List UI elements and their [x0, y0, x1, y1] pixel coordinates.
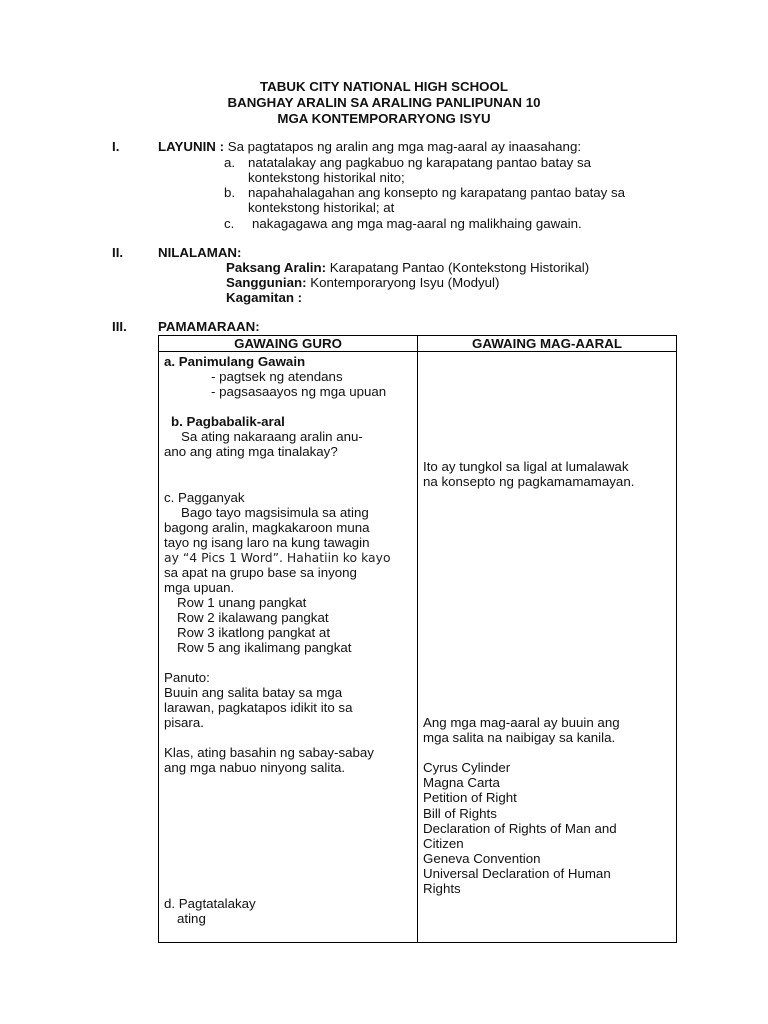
sanggunian-value: Kontemporaryong Isyu (Modyul): [306, 275, 500, 290]
subject-title: MGA KONTEMPORARYONG ISYU: [277, 111, 491, 126]
layunin-item-text: natatalakay ang pagkabuo ng karapatang pantao batay sa: [248, 155, 592, 170]
layunin-item-marker: a.: [224, 155, 236, 170]
layunin-intro: Sa pagtatapos ng aralin ang mga mag-aaral ay inaasahang:: [224, 139, 582, 154]
paragraph-line: Klas, ating basahin ng sabay-sabay: [164, 745, 374, 760]
column-header-mag-aaral: GAWAING MAG-AARAL: [418, 336, 677, 352]
row-assignment: Row 1 unang pangkat: [177, 595, 307, 610]
paragraph-line: pisara.: [164, 715, 204, 730]
paragraph-line: Sa ating nakaraang aralin anu-: [181, 429, 363, 444]
sanggunian-label: Sanggunian:: [226, 275, 307, 290]
row-assignment: Row 2 ikalawang pangkat: [177, 610, 329, 625]
word-item: Magna Carta: [423, 775, 500, 790]
panimulang-gawain-title: a. Panimulang Gawain: [164, 354, 306, 369]
paksang-aralin-label: Paksang Aralin:: [226, 260, 327, 275]
student-response: Ang mga mag-aaral ay buuin ang: [423, 715, 620, 730]
pamamaraan-label: PAMAMARAAN:: [158, 319, 260, 334]
layunin-heading: [158, 139, 581, 155]
layunin-item-marker: b.: [224, 185, 236, 200]
word-item: Universal Declaration of Human: [423, 866, 611, 881]
word-item: Petition of Right: [423, 790, 517, 805]
paksang-aralin: [226, 260, 589, 276]
layunin-item-text: nakagagawa ang mga mag-aaral ng malikhaing gawain.: [252, 216, 582, 231]
list-item: - pagsasaayos ng mga upuan: [211, 384, 387, 399]
paragraph-line: ay “4 Pics 1 Word”. Hahatiin ko kayo: [164, 550, 391, 565]
row-assignment: Row 5 ang ikalimang pangkat: [177, 640, 352, 655]
plan-title: BANGHAY ARALIN SA ARALING PANLIPUNAN 10: [227, 95, 541, 110]
guro-cell: [159, 352, 418, 943]
word-item: Cyrus Cylinder: [423, 760, 511, 775]
student-response: na konsepto ng pagkamamamayan.: [423, 474, 635, 489]
paragraph-line: ating: [177, 911, 206, 926]
section-numeral-2: II.: [112, 245, 124, 260]
section-numeral-3: III.: [112, 319, 127, 334]
paragraph-line: Bago tayo magsisimula sa ating: [181, 505, 369, 520]
paragraph-line: ang mga nabuo ninyong salita.: [164, 760, 346, 775]
pagbabalik-aral-title: b. Pagbabalik-aral: [171, 414, 285, 429]
student-response: mga salita na naibigay sa kanila.: [423, 730, 616, 745]
word-item: Citizen: [423, 836, 464, 851]
paragraph-line: larawan, pagkatapos idikit ito sa: [164, 700, 353, 715]
nilalaman-label: NILALAMAN:: [158, 245, 242, 260]
paragraph-line: bagong aralin, magkakaroon muna: [164, 520, 370, 535]
mag-aaral-cell: [418, 352, 677, 943]
pagganyak-title: c. Pagganyak: [164, 490, 245, 505]
paragraph-line: mga upuan.: [164, 580, 235, 595]
layunin-item-marker: c.: [224, 216, 235, 231]
paksang-aralin-value: Karapatang Pantao (Kontekstong Historikal): [326, 260, 590, 275]
column-header-guro: GAWAING GURO: [159, 336, 418, 352]
word-item: Bill of Rights: [423, 806, 497, 821]
layunin-item-text: kontekstong historikal; at: [248, 200, 395, 215]
pagtatalakay-title: d. Pagtatalakay: [164, 896, 256, 911]
word-item: Rights: [423, 881, 461, 896]
list-item: - pagtsek ng atendans: [211, 369, 343, 384]
layunin-label: LAYUNIN :: [158, 139, 224, 154]
word-item: Declaration of Rights of Man and: [423, 821, 617, 836]
layunin-item-text: napahahalagahan ang konsepto ng karapatang pantao batay sa: [248, 185, 626, 200]
procedure-table: [158, 335, 677, 943]
school-name: TABUK CITY NATIONAL HIGH SCHOOL: [260, 79, 508, 94]
sanggunian: [226, 275, 499, 291]
paragraph-line: ano ang ating mga tinalakay?: [164, 444, 338, 459]
row-assignment: Row 3 ikatlong pangkat at: [177, 625, 331, 640]
section-numeral-1: I.: [112, 139, 120, 154]
paragraph-line: Buuin ang salita batay sa mga: [164, 685, 343, 700]
student-response: Ito ay tungkol sa ligal at lumalawak: [423, 459, 629, 474]
word-item: Geneva Convention: [423, 851, 541, 866]
layunin-item-text: kontekstong historikal nito;: [248, 170, 405, 185]
panuto-title: Panuto:: [164, 670, 210, 685]
kagamitan-label: Kagamitan :: [226, 290, 303, 305]
paragraph-line: tayo ng isang laro na kung tawagin: [164, 535, 370, 550]
paragraph-line: sa apat na grupo base sa inyong: [164, 565, 357, 580]
